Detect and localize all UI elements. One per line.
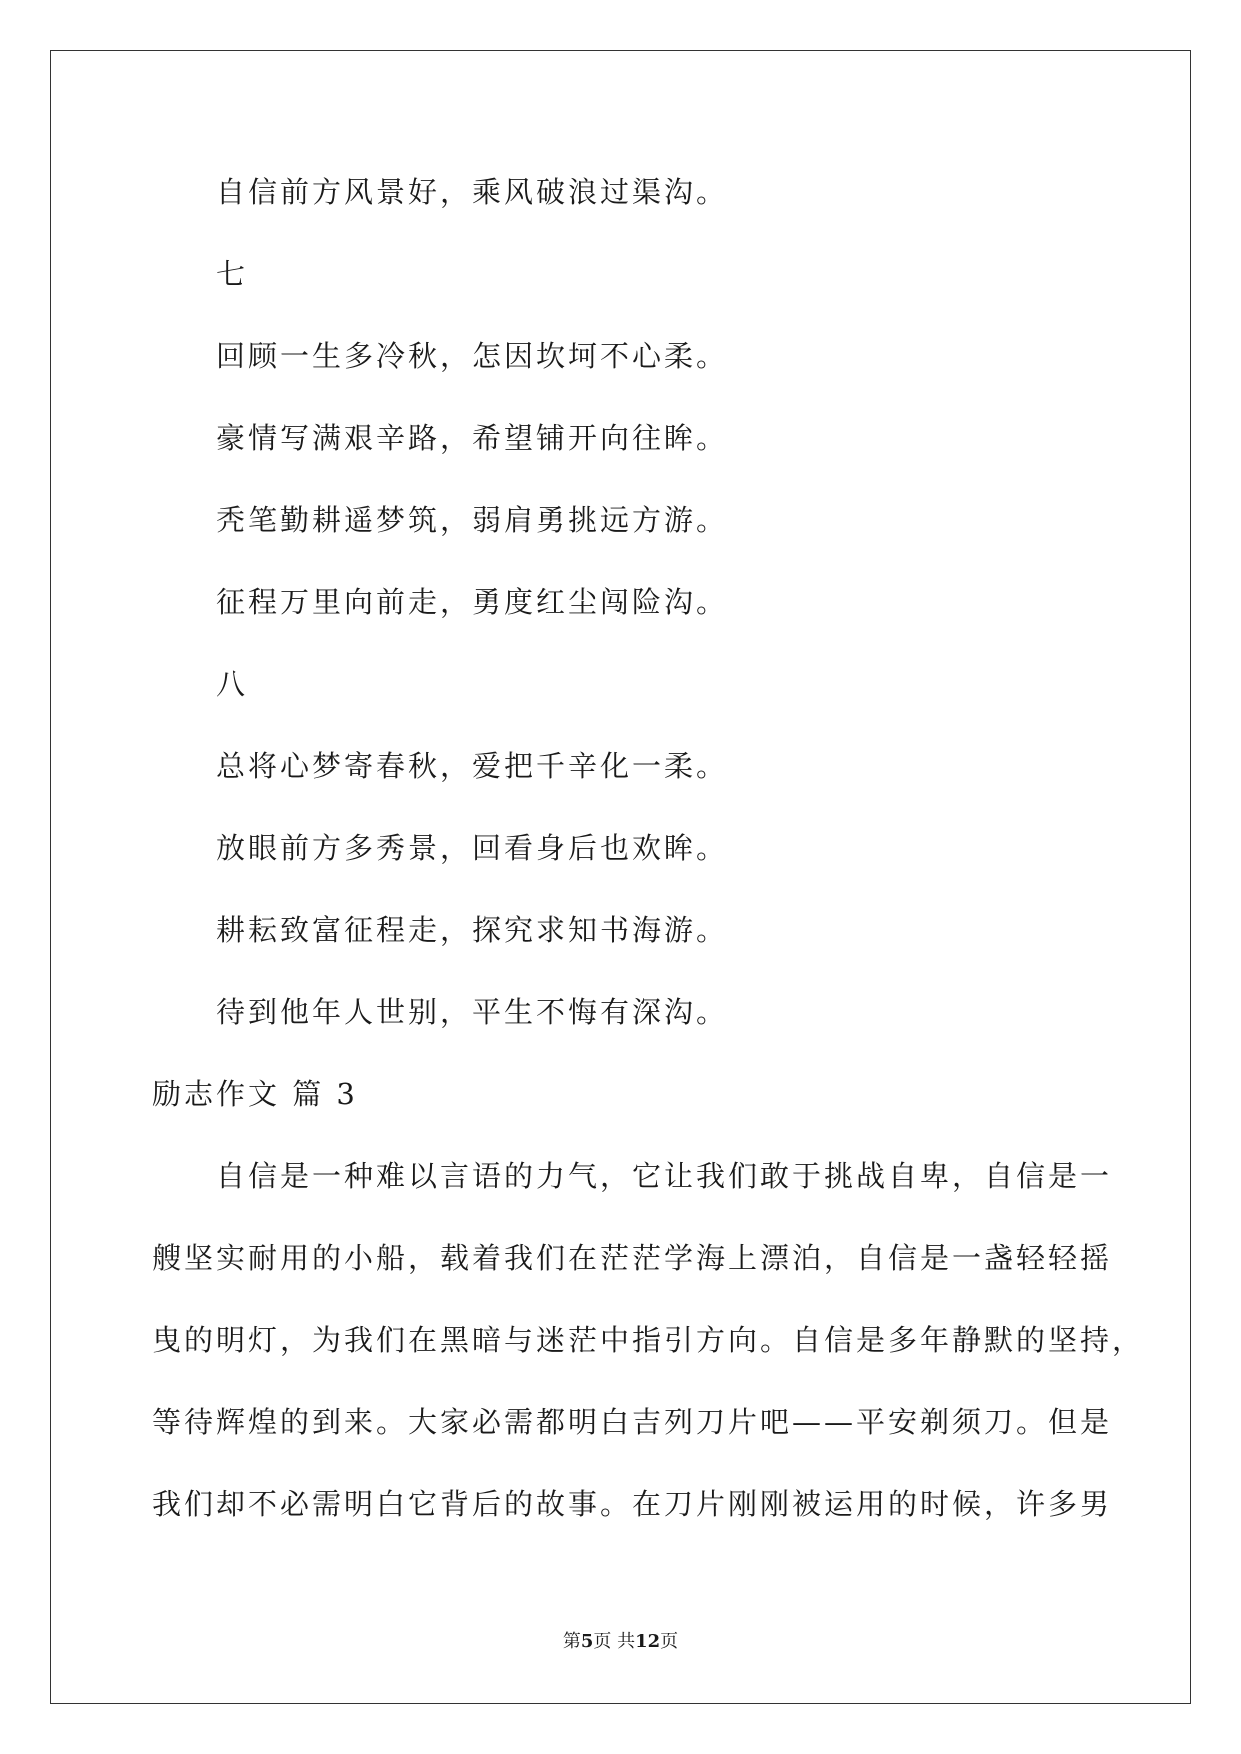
page-border [50, 50, 1191, 1704]
paragraph-line: 自信是一种难以言语的力气，它让我们敢于挑战自卑，自信是一 [216, 1159, 1113, 1193]
current-page-number: 5 [580, 1631, 594, 1652]
footer-suffix: 页 [660, 1631, 679, 1652]
section-number: 七 [216, 257, 249, 291]
poem-line: 征程万里向前走，勇度红尘闯险沟。 [216, 585, 729, 619]
total-page-number: 12 [635, 1631, 661, 1652]
poem-line: 总将心梦寄春秋，爱把千辛化一柔。 [216, 749, 729, 783]
footer-prefix: 第 [562, 1631, 581, 1652]
page-footer [0, 1630, 1241, 1654]
section-number: 八 [216, 667, 249, 701]
paragraph-line: 曳的明灯，为我们在黑暗与迷茫中指引方向。自信是多年静默的坚持， [152, 1323, 1145, 1357]
paragraph-line: 我们却不必需明白它背后的故事。在刀片刚刚被运用的时候，许多男 [152, 1487, 1113, 1521]
paragraph-line: 艘坚实耐用的小船，载着我们在茫茫学海上漂泊，自信是一盏轻轻摇 [152, 1241, 1113, 1275]
poem-line: 待到他年人世别，平生不悔有深沟。 [216, 995, 729, 1029]
poem-line: 耕耘致富征程走，探究求知书海游。 [216, 913, 729, 947]
poem-line: 秃笔勤耕遥梦筑，弱肩勇挑远方游。 [216, 503, 729, 537]
footer-middle: 页 共 [593, 1631, 636, 1652]
section-heading: 励志作文 篇 3 [152, 1077, 358, 1111]
poem-line: 豪情写满艰辛路，希望铺开向往眸。 [216, 421, 729, 455]
poem-line: 回顾一生多冷秋，怎因坎坷不心柔。 [216, 339, 729, 373]
poem-line: 自信前方风景好，乘风破浪过渠沟。 [216, 175, 729, 209]
poem-line: 放眼前方多秀景，回看身后也欢眸。 [216, 831, 729, 865]
paragraph-line: 等待辉煌的到来。大家必需都明白吉列刀片吧——平安剃须刀。但是 [152, 1405, 1113, 1439]
